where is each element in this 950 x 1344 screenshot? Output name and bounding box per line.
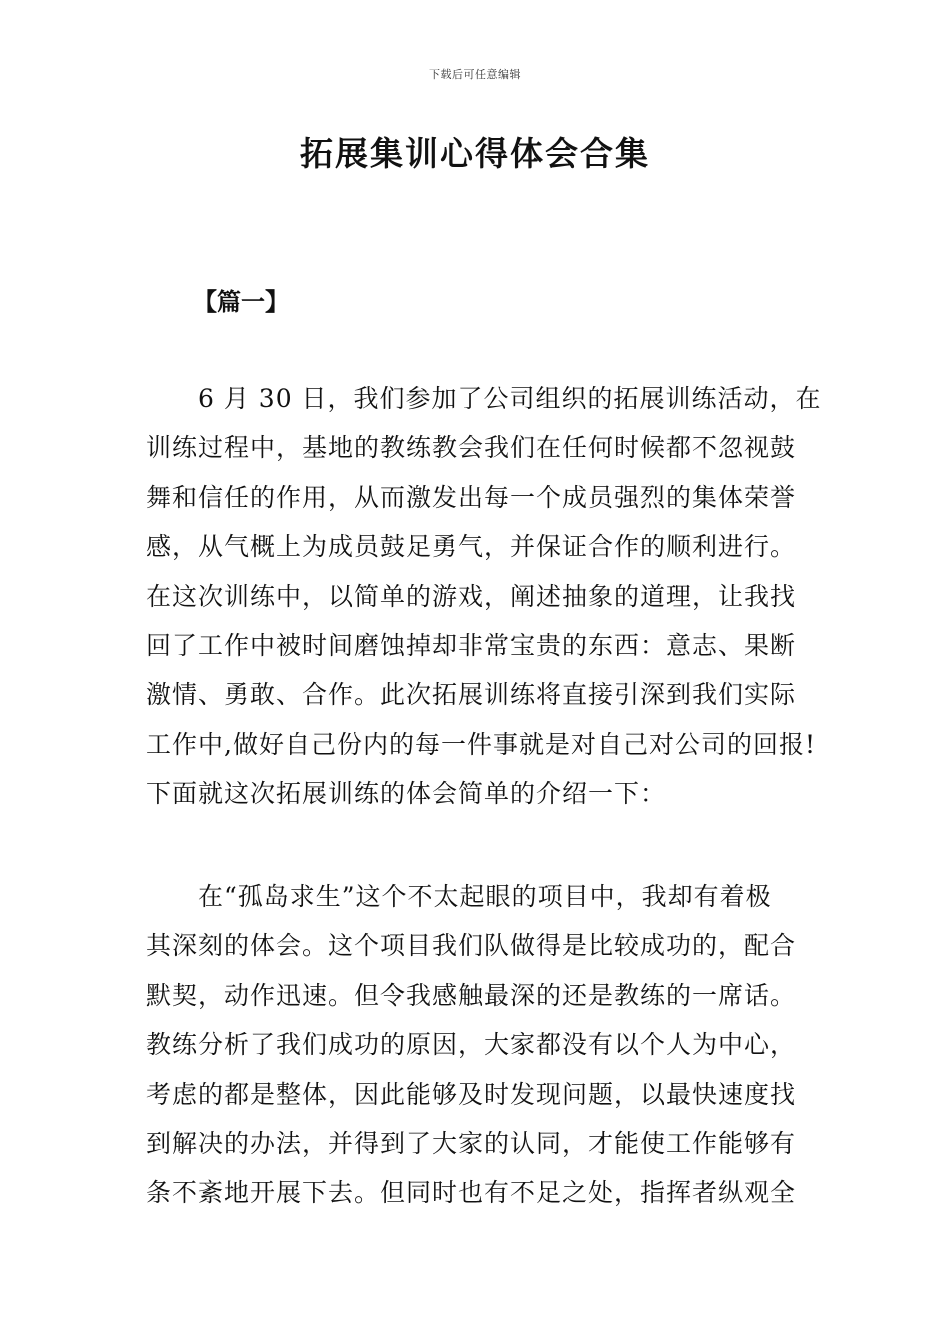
paragraph-line: 舞和信任的作用，从而激发出每一个成员强烈的集体荣誉 [146, 482, 797, 512]
paragraph-line: 训练过程中，基地的教练教会我们在任何时候都不忽视鼓 [146, 433, 797, 463]
paragraph-line: 6 月 30 日，我们参加了公司组织的拓展训练活动，在 [198, 384, 822, 413]
paragraph-1 [146, 374, 822, 819]
paragraph-line: 感，从气概上为成员鼓足勇气，并保证合作的顺利进行。 [146, 532, 797, 562]
paragraph-line: 考虑的都是整体，因此能够及时发现问题，以最快速度找 [146, 1079, 797, 1109]
paragraph-line: 回了工作中被时间磨蚀掉却非常宝贵的东西：意志、果断 [146, 630, 797, 660]
document-title: 拓展集训心得体会合集 [300, 134, 650, 173]
paragraph-line: 教练分析了我们成功的原因，大家都没有以个人为中心， [146, 1030, 797, 1060]
paragraph-2 [146, 872, 812, 1218]
paragraph-line: 在这次训练中，以简单的游戏，阐述抽象的道理，让我找 [146, 581, 797, 611]
paragraph-line: 下面就这次拓展训练的体会简单的介绍一下： [146, 779, 667, 809]
paragraph-line: 到解决的办法，并得到了大家的认同，才能使工作能够有 [146, 1128, 797, 1158]
header-note: 下载后可任意编辑 [429, 68, 521, 81]
section-heading: 【篇一】 [193, 288, 289, 316]
paragraph-line: 在“孤岛求生”这个不太起眼的项目中，我却有着极 [198, 882, 772, 911]
paragraph-line: 默契，动作迅速。但令我感触最深的还是教练的一席话。 [146, 980, 797, 1010]
paragraph-line: 工作中,做好自己份内的每一件事就是对自己对公司的回报! [146, 729, 816, 759]
paragraph-line: 其深刻的体会。这个项目我们队做得是比较成功的，配合 [146, 931, 797, 961]
paragraph-line: 激情、勇敢、合作。此次拓展训练将直接引深到我们实际 [146, 680, 797, 710]
paragraph-line: 条不紊地开展下去。但同时也有不足之处，指挥者纵观全 [146, 1178, 797, 1208]
